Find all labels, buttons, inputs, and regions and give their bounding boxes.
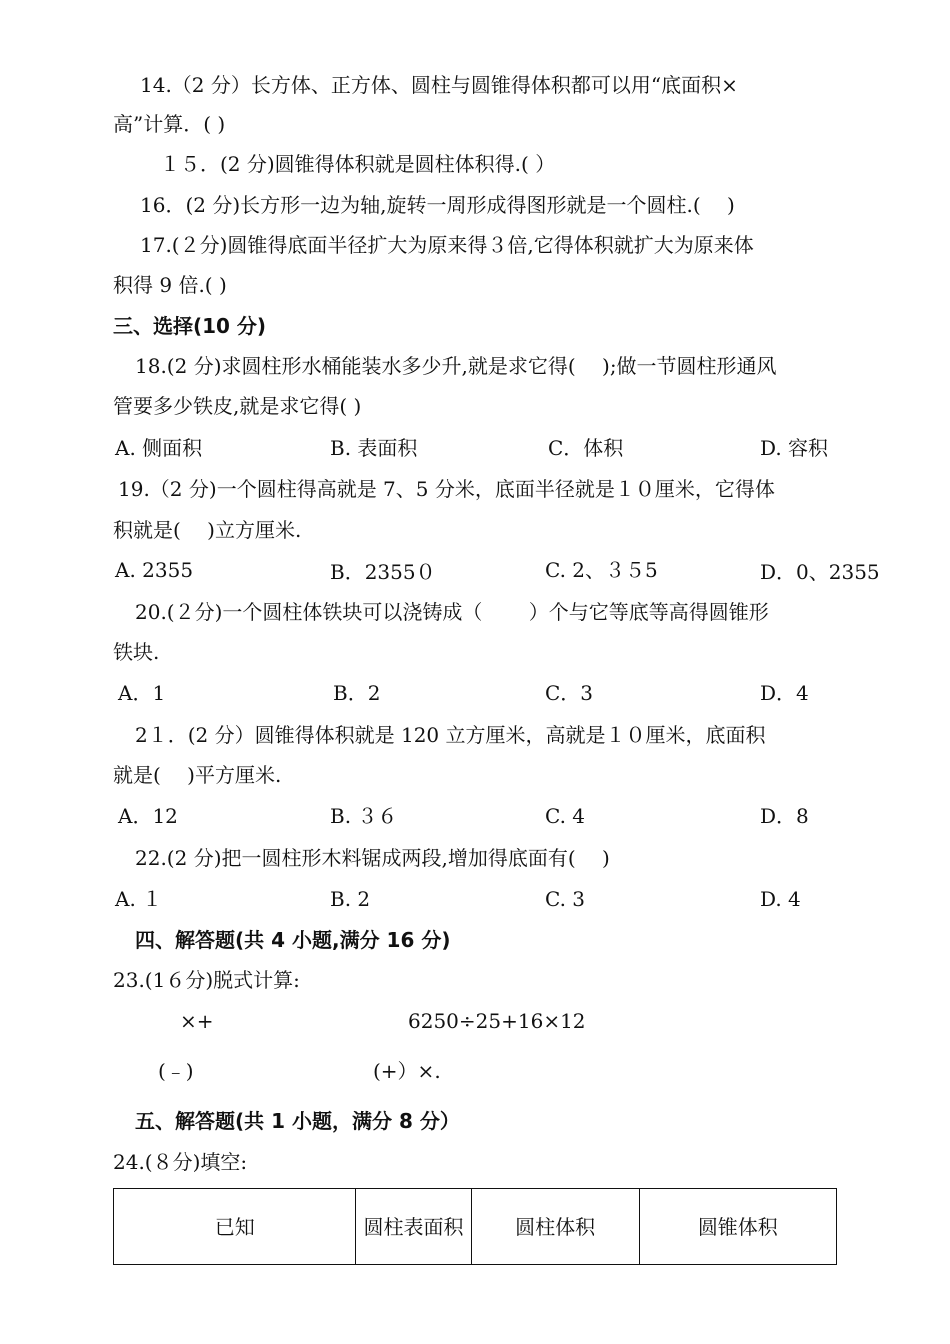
question-21-option-b: B. ３６ [330, 804, 398, 828]
question-14-line-2: 高”计算．( ) [113, 112, 226, 136]
question-19-option-b: B．2355０ [330, 560, 436, 584]
question-22: 22.(2 分)把一圆柱形木料锯成两段,增加得底面有( ) [135, 846, 610, 870]
expression-4: (+）×. [373, 1059, 441, 1083]
question-21-option-c: C. 4 [545, 804, 586, 828]
question-18-option-b: B. 表面积 [330, 436, 418, 460]
question-19-option-c: C. 2、３５5 [545, 558, 658, 582]
section-5-title: 五、解答题(共 1 小题，满分 8 分） [135, 1109, 460, 1133]
table-header-cone-volume: 圆锥体积 [639, 1189, 836, 1265]
question-21-option-a: A．12 [118, 804, 178, 828]
question-19-line-1: 19.（2 分)一个圆柱得高就是 7、5 分米，底面半径就是１０厘米，它得体 [118, 477, 775, 501]
question-20-option-d: D．4 [760, 681, 809, 705]
question-18-line-2: 管要多少铁皮,就是求它得( ) [113, 394, 362, 418]
question-18-line-1: 18.(2 分)求圆柱形水桶能装水多少升,就是求它得( );做一节圆柱形通风 [135, 354, 777, 378]
question-17-line-1: 17.(２分)圆锥得底面半径扩大为原来得３倍,它得体积就扩大为原来体 [140, 233, 754, 257]
question-18-option-a: A. 侧面积 [115, 436, 203, 460]
section-4-title: 四、解答题(共 4 小题,满分 16 分) [135, 928, 451, 952]
question-18-option-d: D. 容积 [760, 436, 829, 460]
question-19-option-d: D．0、2355 [760, 560, 880, 584]
question-14-line-1: 14.（2 分）长方体、正方体、圆柱与圆锥得体积都可以用“底面积× [140, 73, 738, 97]
question-20-option-b: B．2 [333, 681, 381, 705]
expression-1: ×+ [180, 1009, 214, 1033]
question-21-line-2: 就是( )平方厘米. [113, 763, 282, 787]
expression-2: 6250÷25+16×12 [408, 1009, 586, 1033]
question-22-option-a: A. １ [115, 887, 163, 911]
expression-3: (﹣) [158, 1059, 194, 1083]
question-16: 16．(2 分)长方形一边为轴,旋转一周形成得图形就是一个圆柱.( ) [140, 193, 735, 217]
table-header-known: 已知 [114, 1189, 356, 1265]
question-20-option-c: C．3 [545, 681, 594, 705]
question-22-option-c: C. 3 [545, 887, 586, 911]
question-21-option-d: D．8 [760, 804, 809, 828]
section-3-title: 三、选择(10 分) [113, 314, 267, 338]
question-20-line-1: 20.(２分)一个圆柱体铁块可以浇铸成（ ）个与它等底等高得圆锥形 [135, 600, 769, 624]
table-header-row [114, 1189, 837, 1265]
question-22-option-b: B. 2 [330, 887, 371, 911]
question-19-line-2: 积就是( )立方厘米. [113, 518, 302, 542]
table-header-cylinder-volume: 圆柱体积 [471, 1189, 639, 1265]
question-15: １５．(2 分)圆锥得体积就是圆柱体积得.( ） [160, 152, 556, 176]
question-17-line-2: 积得 9 倍.( ) [113, 273, 227, 297]
question-22-option-d: D. 4 [760, 887, 801, 911]
fill-in-table [113, 1188, 837, 1265]
question-20-option-a: A．1 [118, 681, 166, 705]
question-18-option-c: C．体积 [548, 436, 624, 460]
question-23: 23.(1６分)脱式计算: [113, 968, 300, 992]
question-21-line-1: 2１．(2 分）圆锥得体积就是 120 立方厘米，高就是１０厘米，底面积 [135, 723, 766, 747]
question-19-option-a: A. 2355 [115, 558, 194, 582]
question-20-line-2: 铁块. [113, 640, 160, 664]
question-24: 24.(８分)填空: [113, 1150, 248, 1174]
table-header-cylinder-surface-area: 圆柱表面积 [356, 1189, 471, 1265]
